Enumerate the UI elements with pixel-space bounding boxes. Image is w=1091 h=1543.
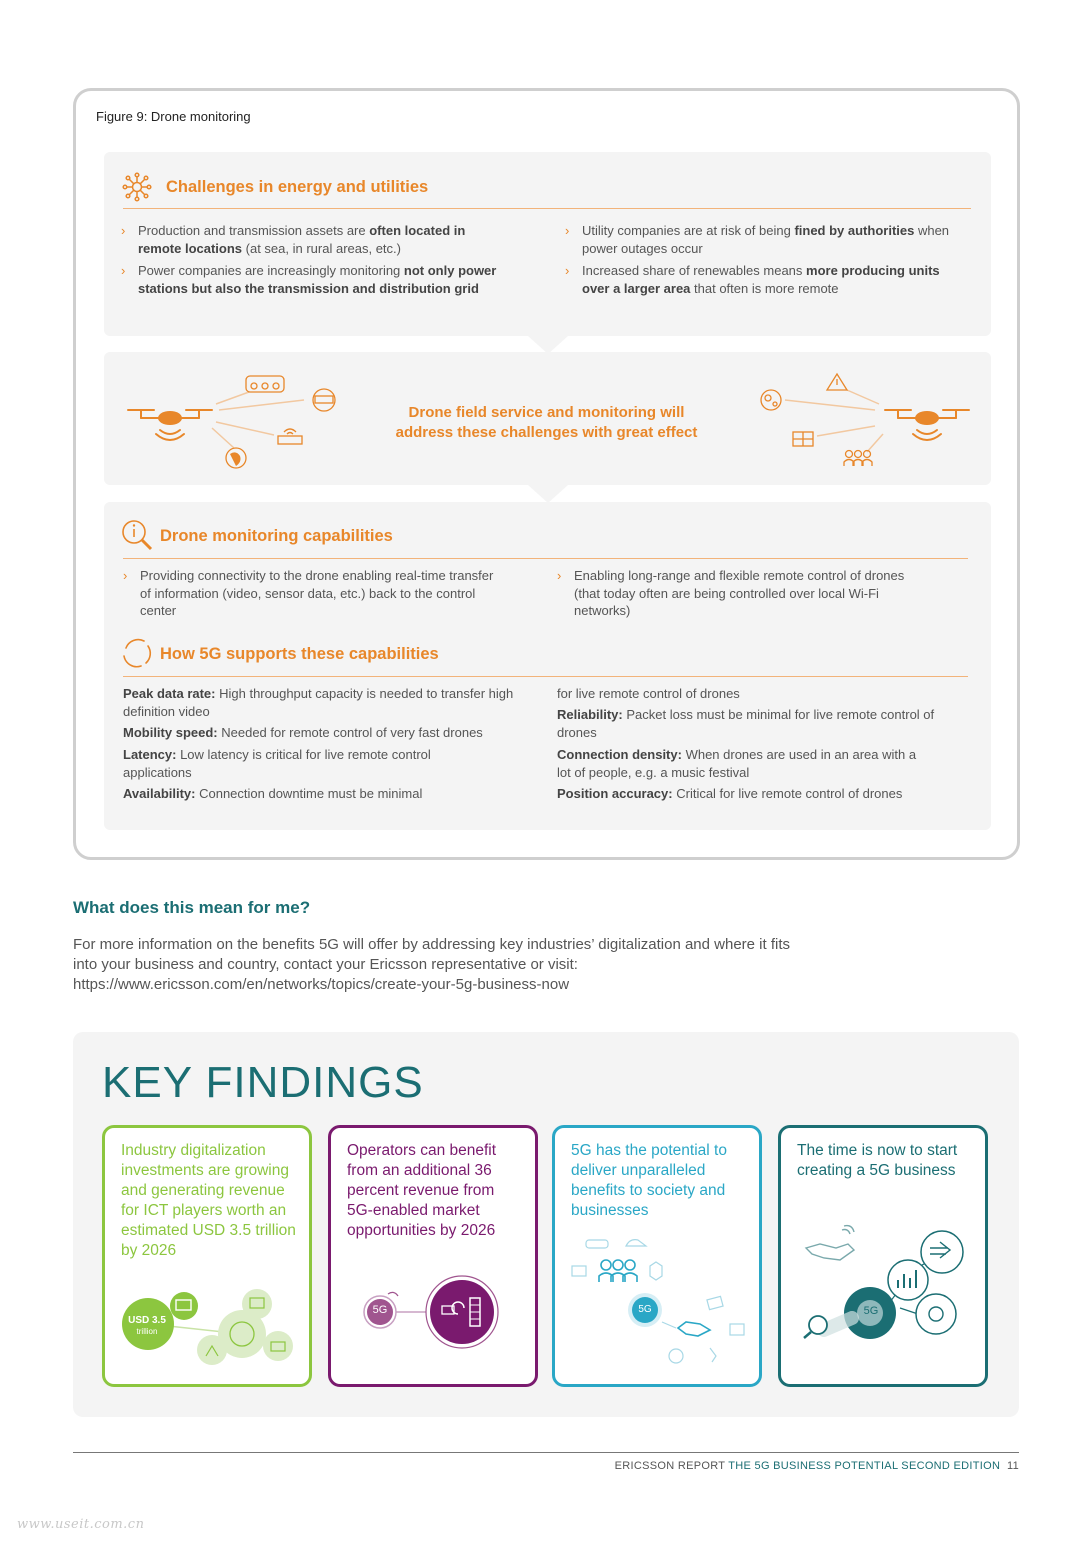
5g-badge: 5G — [863, 1305, 879, 1317]
support-item: Availability: Connection downtime must be minimal — [123, 786, 423, 801]
society-benefits-illustration — [566, 1232, 751, 1372]
chevron-right-icon: › — [121, 223, 126, 238]
challenge-bullet: › Increased share of renewables means more producing units over a larger area that often is more remote — [565, 263, 940, 296]
support-item: Latency: Low latency is critical for live remote control applications — [123, 747, 431, 780]
badge-amount: USD 3.5 — [128, 1315, 166, 1326]
watermark: www.useit.com.cn — [17, 1517, 145, 1532]
chevron-right-icon: › — [121, 263, 126, 278]
footer-rule — [73, 1452, 1019, 1453]
divider — [123, 208, 971, 209]
footer-publisher: ERICSSON REPORT — [614, 1460, 729, 1472]
drone-left-illustration — [124, 370, 344, 475]
drone-right-illustration — [755, 368, 975, 476]
network-hub-icon — [122, 172, 152, 202]
finding-text: Operators can benefit from an additional 36 percent revenue from 5G-enabled market opportunities by 2026 — [347, 1142, 497, 1239]
finding-text: Industry digitalization investments are growing and generating revenue for ICT players worth an estimated USD 3.5 trillion by 2026 — [121, 1142, 296, 1259]
capability-bullet: › Providing connectivity to the drone enabling real-time transfer of information (video, sensor data, etc.) back to the control center — [123, 568, 494, 618]
support-item: Position accuracy: Critical for live remote control of drones — [557, 786, 903, 801]
support-item: Mobility speed: Needed for remote control of very fast drones — [123, 725, 483, 740]
page-number: 11 — [1006, 1460, 1019, 1472]
chevron-right-icon: › — [123, 568, 128, 583]
support-item: Peak data rate: High throughput capacity is needed to transfer high definition video — [123, 686, 514, 719]
revenue-badge — [122, 1315, 172, 1337]
panel-connector — [528, 485, 568, 503]
circular-arrows-icon — [120, 636, 154, 670]
support-item-continued: for live remote control of drones — [557, 686, 740, 701]
support-title: How 5G supports these capabilities — [160, 645, 439, 663]
5g-badge: 5G — [638, 1304, 652, 1315]
finding-text: The time is now to start creating a 5G business — [797, 1142, 958, 1179]
section-body: For more information on the benefits 5G will offer by addressing key industries’ digitalization and where it fits into your business and country, contact your Ericsson representative or visit: https://www.ericsson.com/en/networks/topics/create-your-5g-business-now — [73, 936, 791, 993]
challenge-bullet: › Power companies are increasingly monitoring not only power stations but also the transmission and distribution grid — [121, 263, 497, 296]
support-item: Reliability: Packet loss must be minimal for live remote control of drones — [557, 707, 935, 740]
drone-statement-line1: Drone field service and monitoring will — [408, 404, 685, 421]
challenge-bullet: › Production and transmission assets are often located in remote locations (at sea, in rural areas, etc.) — [121, 223, 466, 256]
key-findings-title: KEY FINDINGS — [102, 1058, 424, 1107]
footer-report-title: THE 5G BUSINESS POTENTIAL SECOND EDITION — [728, 1460, 1001, 1472]
capabilities-title: Drone monitoring capabilities — [160, 527, 393, 545]
drone-statement-line2: address these challenges with great effect — [395, 424, 698, 441]
badge-unit: trillion — [136, 1327, 158, 1336]
chevron-right-icon: › — [557, 568, 562, 583]
challenge-bullet: › Utility companies are at risk of being fined by authorities when power outages occur — [565, 223, 950, 256]
support-item: Connection density: When drones are used in an area with a lot of people, e.g. a music festival — [557, 747, 917, 780]
5g-badge: 5G — [372, 1304, 388, 1316]
chevron-right-icon: › — [565, 223, 570, 238]
section-heading: What does this mean for me? — [73, 898, 311, 917]
drone-statement — [350, 403, 743, 443]
start-business-illustration — [800, 1218, 970, 1358]
figure-caption: Figure 9: Drone monitoring — [96, 109, 251, 124]
challenges-title: Challenges in energy and utilities — [166, 178, 429, 196]
divider — [123, 558, 968, 559]
page-footer — [73, 1460, 1019, 1472]
finding-text: 5G has the potential to deliver unparalleled benefits to society and businesses — [571, 1142, 727, 1219]
chevron-right-icon: › — [565, 263, 570, 278]
capability-bullet: › Enabling long-range and flexible remote control of drones (that today often are being controlled over local Wi-Fi networks) — [557, 568, 905, 618]
divider — [123, 676, 968, 677]
magnifier-info-icon — [120, 518, 154, 552]
